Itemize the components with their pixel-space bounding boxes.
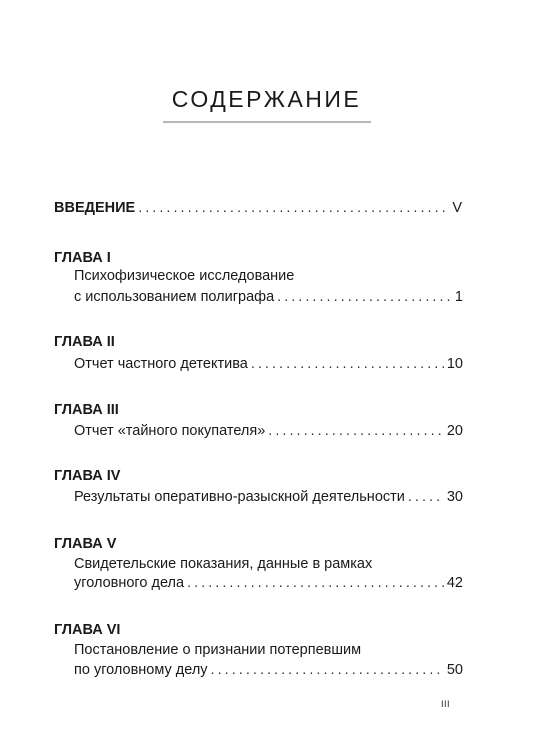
toc-entry-4[interactable] (74, 489, 463, 505)
toc-entry-3[interactable] (74, 423, 463, 439)
toc-entry-1-line1: Психофизическое исследование (74, 268, 295, 284)
toc-entry-page: 42 (446, 575, 463, 591)
dot-leader (138, 200, 449, 216)
toc-entry-label: уголовного дела (74, 575, 185, 591)
dot-leader (251, 356, 444, 372)
toc-entry-page: 10 (446, 356, 463, 372)
chapter-heading-3: ГЛАВА III (54, 402, 119, 418)
toc-entry-2[interactable] (74, 356, 463, 372)
toc-entry-page: 1 (454, 289, 463, 305)
page-title: СОДЕРЖАНИЕ (171, 86, 362, 112)
dot-leader (277, 289, 452, 305)
toc-entry-1[interactable] (74, 289, 463, 305)
toc-entry-page: V (452, 200, 462, 216)
chapter-heading-1: ГЛАВА I (54, 250, 111, 266)
toc-entry-label: Результаты оперативно-разыскной деятельности (74, 489, 405, 505)
toc-entry-introduction[interactable] (54, 200, 462, 216)
toc-entry-label: по уголовному делу (74, 662, 208, 678)
toc-entry-page: 30 (446, 489, 463, 505)
toc-entry-5[interactable] (74, 575, 463, 591)
page-number: III (441, 699, 451, 709)
chapter-heading-5: ГЛАВА V (54, 536, 117, 552)
toc-entry-6[interactable] (74, 662, 463, 678)
dot-leader (211, 662, 444, 678)
dot-leader (187, 575, 444, 591)
toc-entry-page: 20 (446, 423, 463, 439)
chapter-heading-2: ГЛАВА II (54, 334, 115, 350)
toc-entry-label: Отчет «тайного покупателя» (74, 423, 266, 439)
toc-entry-6-line1: Постановление о признании потерпевшим (74, 642, 362, 658)
chapter-heading-6: ГЛАВА VI (54, 622, 121, 638)
toc-entry-label: Отчет частного детектива (74, 356, 248, 372)
chapter-heading-4: ГЛАВА IV (54, 468, 121, 484)
toc-entry-page: 50 (446, 662, 463, 678)
dot-leader (408, 489, 444, 505)
toc-entry-label: ВВЕДЕНИЕ (54, 200, 136, 216)
toc-entry-label: с использованием полиграфа (74, 289, 275, 305)
toc-entry-5-line1: Свидетельские показания, данные в рамках (74, 556, 373, 572)
dot-leader (268, 423, 444, 439)
title-underline (163, 121, 371, 123)
